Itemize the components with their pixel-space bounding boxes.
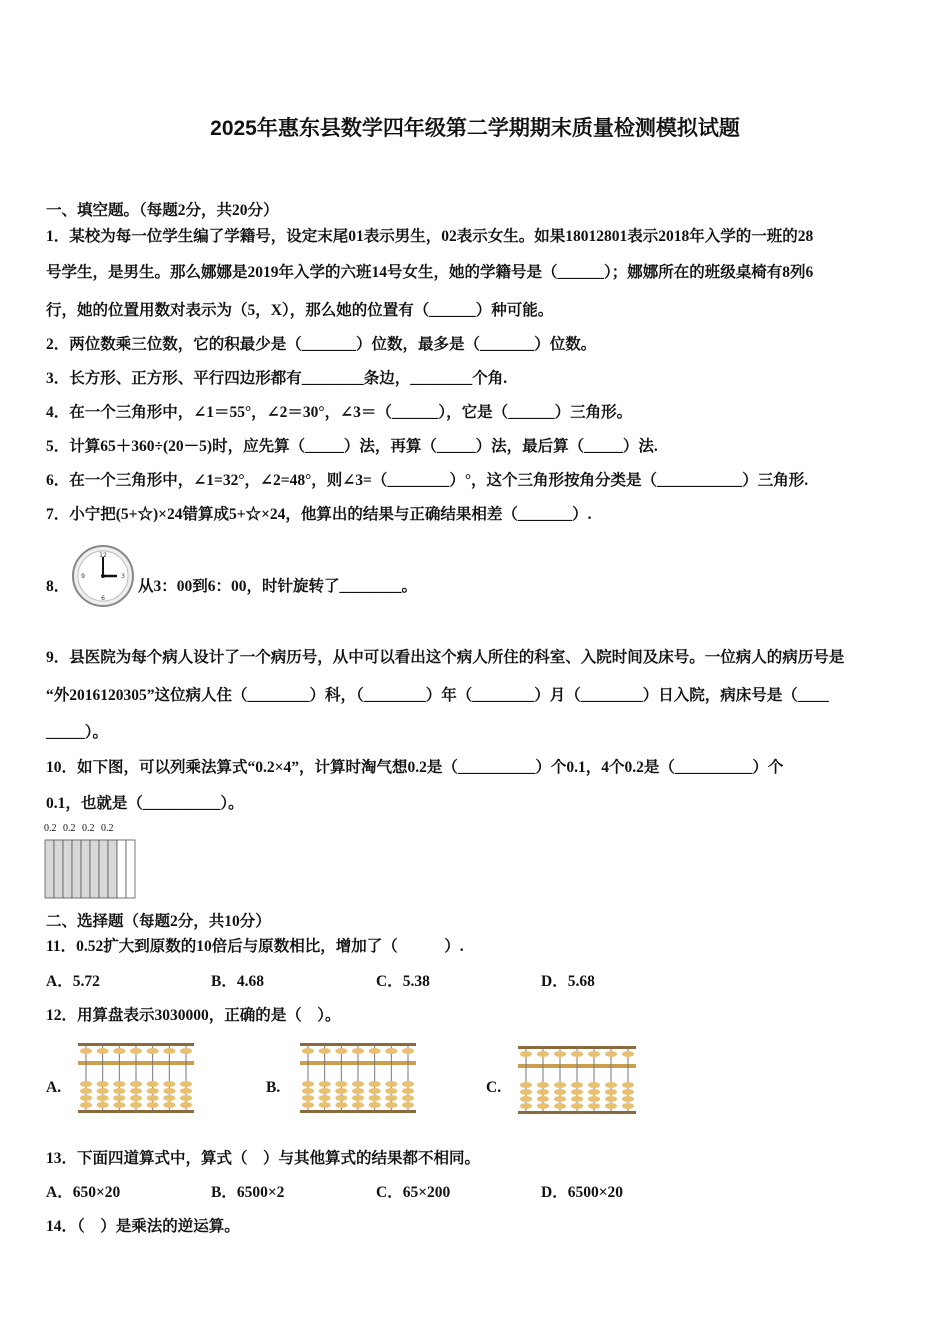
question-9-line-1: 9．县医院为每个病人设计了一个病历号，从中可以看出这个病人所住的科室、入院时间及床号。一位病人的病历号是 bbox=[46, 649, 845, 666]
question-12: 12．用算盘表示3030000，正确的是（ ）。 bbox=[46, 1007, 341, 1024]
strip-cell bbox=[117, 840, 126, 898]
strip-cell bbox=[99, 840, 108, 898]
strip-label: 0.2 bbox=[44, 823, 57, 834]
question-2: 2．两位数乘三位数，它的积最少是（_______）位数，最多是（_______）位数。 bbox=[46, 336, 597, 353]
question-1-line-3: 行，她的位置用数对表示为（5，X），那么她的位置有（______）种可能。 bbox=[46, 302, 554, 319]
question-6: 6．在一个三角形中，∠1=32°，∠2=48°，则∠3=（________）°，这个三角形按角分类是（___________）三角形. bbox=[46, 472, 809, 489]
question-9-line-2: “外2016120305”这位病人住（________）科，（________）年（________）月（________）日入院，病床号是（____ bbox=[46, 687, 829, 704]
option-a[interactable]: A. bbox=[46, 1079, 62, 1096]
option-b[interactable]: B．6500×2 bbox=[211, 1184, 285, 1201]
option-c[interactable]: C．5.38 bbox=[376, 973, 430, 990]
question-8-number: 8． bbox=[46, 578, 70, 595]
option-d[interactable]: D．6500×20 bbox=[541, 1184, 624, 1201]
decimal-strip-figure bbox=[44, 823, 144, 901]
question-13: 13．下面四道算式中，算式（ ）与其他算式的结果都不相同。 bbox=[46, 1150, 481, 1167]
question-7: 7．小宁把(5+☆)×24错算成5+☆×24，他算出的结果与正确结果相差（_______）. bbox=[46, 506, 592, 523]
svg-text:9: 9 bbox=[81, 573, 85, 580]
strip-cell bbox=[126, 840, 135, 898]
strip-label: 0.2 bbox=[82, 823, 95, 834]
strip-cell bbox=[81, 840, 90, 898]
strip-cell bbox=[63, 840, 72, 898]
abacus-image-a bbox=[78, 1043, 194, 1113]
option-c[interactable]: C．65×200 bbox=[376, 1184, 451, 1201]
option-a[interactable]: A．650×20 bbox=[46, 1184, 121, 1201]
question-1-line-1: 1．某校为每一位学生编了学籍号，设定末尾01表示男生，02表示女生。如果18012801表示2018年入学的一班的28 bbox=[46, 228, 814, 245]
section-heading-choice: 二、选择题（每题2分，共10分） bbox=[46, 913, 271, 930]
svg-text:3: 3 bbox=[121, 573, 125, 580]
strip-cell bbox=[90, 840, 99, 898]
option-a[interactable]: A．5.72 bbox=[46, 973, 100, 990]
abacus-image-b bbox=[300, 1043, 416, 1113]
option-b[interactable]: B．4.68 bbox=[211, 973, 264, 990]
option-c[interactable]: C. bbox=[486, 1079, 502, 1096]
strip-label: 0.2 bbox=[63, 823, 76, 834]
question-10-line-1: 10．如下图，可以列乘法算式“0.2×4”，计算时淘气想0.2是（__________）个0.1，4个0.2是（__________）个 bbox=[46, 759, 784, 776]
strip-cell bbox=[72, 840, 81, 898]
question-4: 4．在一个三角形中，∠1＝55°，∠2＝30°，∠3＝（______），它是（______）三角形。 bbox=[46, 404, 633, 421]
option-d[interactable]: D．5.68 bbox=[541, 973, 595, 990]
question-5: 5．计算65＋360÷(20－5)时，应先算（_____）法，再算（_____）法，最后算（_____）法. bbox=[46, 438, 658, 455]
section-heading-fill-blank: 一、填空题。（每题2分，共20分） bbox=[46, 202, 279, 219]
question-14: 14．（ ）是乘法的逆运算。 bbox=[46, 1218, 240, 1235]
strip-cell bbox=[45, 840, 54, 898]
decimal-strip bbox=[44, 835, 139, 901]
page-title: 2025年惠东县数学四年级第二学期期末质量检测模拟试题 bbox=[210, 117, 740, 140]
svg-text:12: 12 bbox=[99, 552, 107, 559]
option-b[interactable]: B. bbox=[266, 1079, 281, 1096]
question-9-line-3: _____）。 bbox=[46, 724, 109, 741]
question-10-line-2: 0.1，也就是（__________）。 bbox=[46, 795, 244, 812]
question-11: 11．0.52扩大到原数的10倍后与原数相比，增加了（ ）. bbox=[46, 938, 464, 955]
strip-label: 0.2 bbox=[101, 823, 114, 834]
question-8-text: 从3：00到6：00，时针旋转了________。 bbox=[138, 578, 418, 595]
svg-text:6: 6 bbox=[101, 595, 105, 602]
question-1-line-2: 号学生，是男生。那么娜娜是2019年入学的六班14号女生，她的学籍号是（______）；娜娜所在的班级桌椅有8列6 bbox=[46, 264, 814, 281]
clock-icon bbox=[70, 544, 136, 608]
strip-cell bbox=[54, 840, 63, 898]
question-3: 3．长方形、正方形、平行四边形都有________条边，________个角. bbox=[46, 370, 508, 387]
abacus-image-c bbox=[518, 1046, 636, 1114]
strip-cell bbox=[108, 840, 117, 898]
